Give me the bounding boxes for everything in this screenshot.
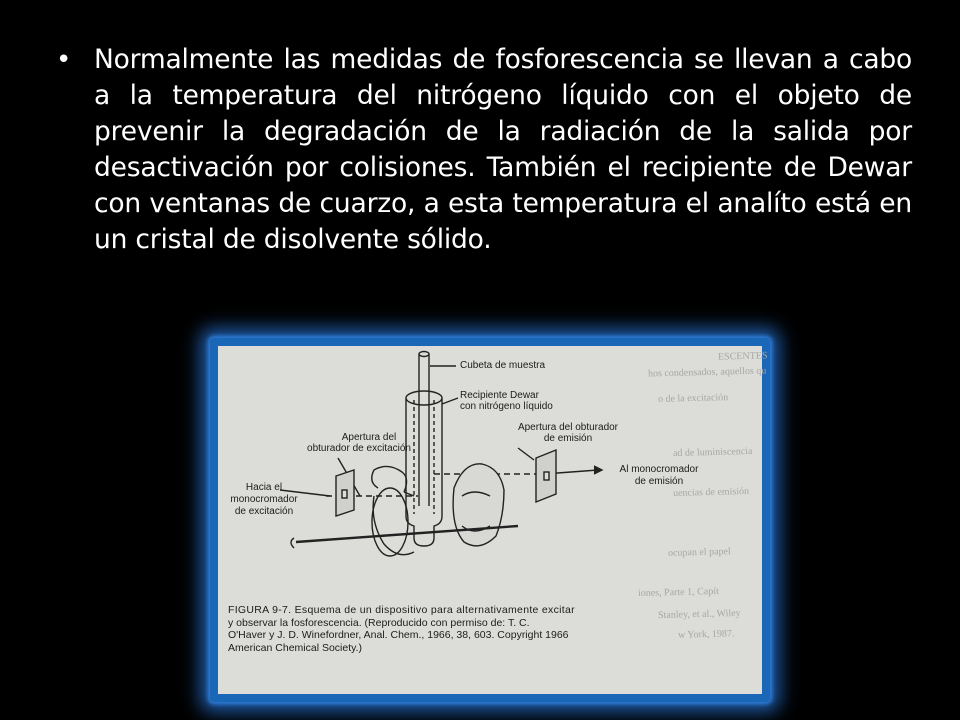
bg-text-line: ESCENTES [717, 350, 768, 363]
label-hacia-1: Hacia el [245, 482, 283, 493]
figure-scan [218, 346, 768, 694]
label-dewar-1: Recipiente Dewar [460, 390, 539, 401]
figure-frame [210, 338, 770, 702]
figure-caption [228, 604, 658, 654]
label-apertura-emi-2: de emisión [543, 433, 593, 444]
label-hacia-2: monocromador [230, 494, 298, 505]
bg-text-line: uencias de emisión [672, 486, 750, 499]
bg-text-line: iones, Parte 1, Capít [637, 585, 719, 600]
caption-line: American Chemical Society.) [228, 641, 363, 654]
label-apertura-exc-2: obturador de excitación [307, 443, 411, 454]
caption-line: y observar la fosforescencia. (Reproducido con permiso de: T. C. [228, 616, 530, 629]
bg-text-line: ad de luminiscencia [672, 445, 753, 460]
bg-text-line: o de la excitación [657, 392, 729, 405]
caption-line: FIGURA 9-7. Esquema de un dispositivo para alternativamente excitar [228, 604, 575, 616]
label-hacia-3: de excitación [234, 506, 294, 517]
bg-text-line: Stanley, et al., Wiley [657, 607, 741, 622]
bullet-paragraph: Normalmente las medidas de fosforescencia se llevan a cabo a la temperatura del nitrógeno líquido con el objeto de prevenir la degradación de la radiación de la salida por desactivación por colisiones. También el recipiente de Dewar con ventanas de cuarzo, a esta temperatura el analíto está en un cristal de disolvente sólido. [94, 44, 912, 255]
cuvette-tube [419, 354, 429, 506]
chopper-right [453, 464, 504, 546]
bg-text-line: w York, 1987. [677, 628, 735, 641]
label-al-mono-1: Al monocromador [619, 464, 699, 475]
label-dewar-2: con nitrógeno líquido [460, 401, 553, 412]
label-apertura-exc-1: Apertura del [341, 432, 397, 443]
bg-text-line: ocupan el papel [667, 546, 731, 559]
bg-text-line: hos condensados, aquellos qu [647, 365, 767, 380]
dewar-vessel [406, 398, 442, 546]
label-apertura-emi-1: Apertura del obturador [517, 422, 619, 433]
bullet-symbol: • [56, 45, 72, 75]
label-al-mono-2: de emisión [634, 476, 684, 487]
label-cubeta: Cubeta de muestra [460, 360, 546, 371]
caption-line: O'Haver y J. D. Winefordner, Anal. Chem., 1966, 38, 603. Copyright 1966 [228, 629, 569, 641]
